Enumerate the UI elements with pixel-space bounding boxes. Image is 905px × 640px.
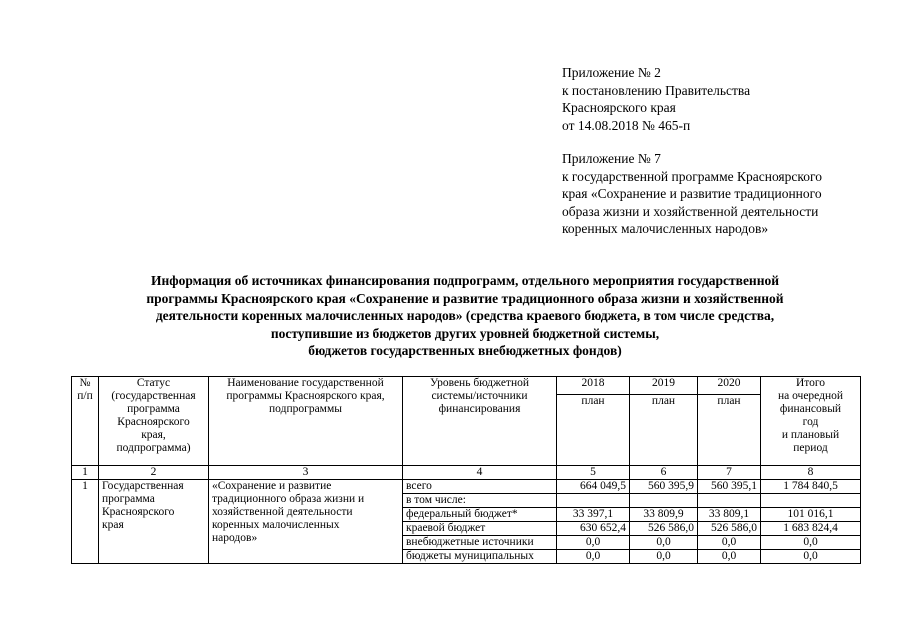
table-header-row xyxy=(72,377,861,395)
header-status: Статус (государственная программа Красноярского края, подпрограмма) xyxy=(99,377,209,466)
value-total: 1 683 824,4 xyxy=(761,522,861,536)
column-number: 2 xyxy=(99,466,209,480)
row-program-name: «Сохранение и развитие традиционного образа жизни и хозяйственной деятельности коренных малочисленных народов» xyxy=(209,480,403,564)
value-2018: 630 652,4 xyxy=(557,522,630,536)
source-level: краевой бюджет xyxy=(403,522,557,536)
value-2020: 0,0 xyxy=(698,536,761,550)
header-total: Итого на очередной финансовый год и плановый период xyxy=(761,377,861,466)
column-number: 1 xyxy=(72,466,99,480)
appendix-2-line: Приложение № 7 xyxy=(562,151,661,166)
column-number: 8 xyxy=(761,466,861,480)
source-level: бюджеты муниципальных xyxy=(403,550,557,564)
value-total xyxy=(761,494,861,508)
header-plan-2019: план xyxy=(630,395,698,466)
value-2019: 33 809,9 xyxy=(630,508,698,522)
value-2020: 560 395,1 xyxy=(698,480,761,494)
value-2018: 664 049,5 xyxy=(557,480,630,494)
financing-table xyxy=(71,376,861,564)
value-total: 0,0 xyxy=(761,550,861,564)
value-2020: 0,0 xyxy=(698,550,761,564)
value-2019: 0,0 xyxy=(630,536,698,550)
column-number: 4 xyxy=(403,466,557,480)
appendix-1-line: Красноярского края xyxy=(562,100,676,115)
column-number-row xyxy=(72,466,861,480)
header-plan-2020: план xyxy=(698,395,761,466)
appendix-1-line: к постановлению Правительства xyxy=(562,82,751,98)
source-level: внебюджетные источники xyxy=(403,536,557,550)
appendix-1-line: Приложение № 2 xyxy=(562,65,661,80)
value-2018: 33 397,1 xyxy=(557,508,630,522)
value-total: 101 016,1 xyxy=(761,508,861,522)
value-total: 0,0 xyxy=(761,536,861,550)
value-2019 xyxy=(630,494,698,508)
appendix-2-line: края «Сохранение и развитие традиционного xyxy=(562,186,822,201)
value-2019: 0,0 xyxy=(630,550,698,564)
value-2020 xyxy=(698,494,761,508)
source-level: федеральный бюджет* xyxy=(403,508,557,522)
column-number: 7 xyxy=(698,466,761,480)
appendix-1-line: от 14.08.2018 № 465-п xyxy=(562,117,691,133)
header-budget-level: Уровень бюджетной системы/источники финансирования xyxy=(403,377,557,466)
value-2020: 526 586,0 xyxy=(698,522,761,536)
source-level: в том числе: xyxy=(403,494,557,508)
appendix-2-line: коренных малочисленных народов» xyxy=(562,221,769,236)
title-line: бюджетов государственных внебюджетных фондов) xyxy=(308,343,622,358)
value-2020: 33 809,1 xyxy=(698,508,761,522)
title-line: деятельности коренных малочисленных народов» (средства краевого бюджета, в том числе средства, xyxy=(155,308,775,323)
value-2018: 0,0 xyxy=(557,536,630,550)
document-title xyxy=(70,272,860,360)
header-year-2018: 2018 xyxy=(557,377,630,395)
column-number: 6 xyxy=(630,466,698,480)
appendix-2-line: к государственной программе Красноярского xyxy=(562,168,822,184)
header-num: № п/п xyxy=(72,377,99,466)
value-2018 xyxy=(557,494,630,508)
row-number: 1 xyxy=(72,480,99,564)
value-total: 1 784 840,5 xyxy=(761,480,861,494)
value-2018: 0,0 xyxy=(557,550,630,564)
row-status: Государственная программа Красноярского края xyxy=(99,480,209,564)
appendix-1-block xyxy=(562,64,750,134)
appendix-2-block xyxy=(562,150,822,238)
title-line: программы Красноярского края «Сохранение и развитие традиционного образа жизни и хозяйственной xyxy=(146,290,784,306)
value-2019: 526 586,0 xyxy=(630,522,698,536)
header-year-2020: 2020 xyxy=(698,377,761,395)
title-line: Информация об источниках финансирования подпрограмм, отдельного мероприятия государственной xyxy=(150,273,780,288)
column-number: 5 xyxy=(557,466,630,480)
source-level: всего xyxy=(403,480,557,494)
title-line: поступившие из бюджетов других уровней бюджетной системы, xyxy=(270,325,660,341)
header-program-name: Наименование государственной программы Красноярского края, подпрограммы xyxy=(209,377,403,466)
appendix-2-line: образа жизни и хозяйственной деятельности xyxy=(562,203,819,219)
value-2019: 560 395,9 xyxy=(630,480,698,494)
header-plan-2018: план xyxy=(557,395,630,466)
table-row xyxy=(72,480,861,494)
header-year-2019: 2019 xyxy=(630,377,698,395)
column-number: 3 xyxy=(209,466,403,480)
